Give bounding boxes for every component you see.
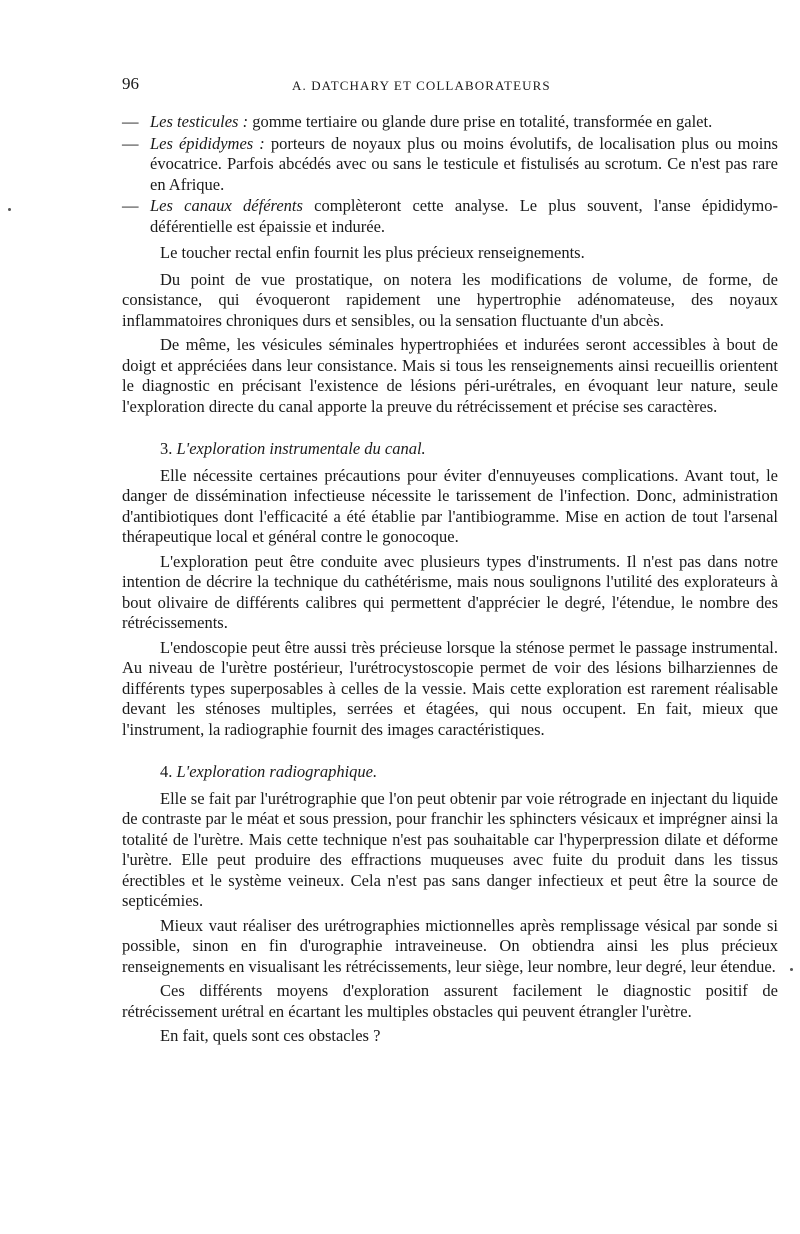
paragraph: Elle nécessite certaines précautions pour éviter d'ennuyeuses complications. Avant tout, le danger de dissémination infectieuse nécessite le tarissement de l'infection. Donc, administration d'antibiotiques dont l'efficacité a été établie par l'antibiogramme. Mise en action de tout l'arsenal thérapeutique local et général contre le gonocoque. — [122, 465, 778, 546]
section-number: 3. — [160, 439, 173, 458]
scan-speck — [8, 208, 11, 211]
paragraph: Du point de vue prostatique, on notera les modifications de volume, de forme, de consistance, qui évoqueront rapidement une hypertrophie adénomateuse, des noyaux inflammatoires chroniques durs et sensibles, ou la sensation fluctuante d'un abcès. — [122, 269, 778, 330]
paragraph: Mieux vaut réaliser des urétrographies mictionnelles après remplissage vésical par sonde si possible, sinon en fin d'urographie intraveineuse. On obtiendra ainsi les plus précieux renseignements en visualisant les rétrécissements, leur siège, leur nombre, leur degré, leur étendue. — [122, 915, 778, 976]
paragraph: En fait, quels sont ces obstacles ? — [160, 1026, 381, 1045]
list-text: complèteront cette analyse. Le plus souvent, l'anse épididymo-déférentielle est épaissie et indurée. — [150, 196, 778, 236]
list-text: porteurs de noyaux plus ou moins évolutifs, de localisation plus ou moins évocatrice. Parfois abcédés avec ou sans le testicule et fistulisés au scrotum. Ce n'est pas rare en Afrique. — [150, 133, 778, 194]
scan-speck — [790, 968, 793, 971]
list-item — [122, 196, 778, 237]
paragraph: L'endoscopie peut être aussi très précieuse lorsque la sténose permet le passage instrumental. Au niveau de l'urètre postérieur, l'urétrocystoscopie permet de voir des lésions bilharziennes de différents types superposables à celles de la vessie. Mais cette exploration est rarement réalisable devant les sténoses multiples, serrées et étagées, qui nous occupent. En fait, mieux que l'instrument, la radiographie fournit des images caractéristiques. — [122, 637, 778, 739]
list-term: Les canaux déférents — [150, 196, 303, 215]
list-dash: — — [122, 196, 139, 215]
list-item — [122, 134, 778, 196]
list-dash: — — [122, 133, 139, 153]
body-text — [122, 112, 778, 1051]
page-header — [122, 74, 778, 100]
paragraph: Ces différents moyens d'exploration assurent facilement le diagnostic positif de rétrécissement urétral en écartant les multiples obstacles qui peuvent étrangler l'urètre. — [122, 981, 778, 1021]
paragraph: Le toucher rectal enfin fournit les plus précieux renseignements. — [160, 243, 585, 262]
list-dash: — — [122, 112, 139, 131]
list-text: gomme tertiaire ou glande dure prise en totalité, transformée en galet. — [248, 112, 713, 131]
section-title: L'exploration radiographique. — [176, 762, 378, 781]
paragraph: Elle se fait par l'urétrographie que l'on peut obtenir par voie rétrograde en injectant du liquide de contraste par le méat et sous pression, pour franchir les sphincters vésicaux et imprégner ainsi la totalité de l'urètre. Mais cette technique n'est pas souhaitable car l'hyperpression dilate et déforme l'urètre. Elle peut produire des effractions muqueuses avec fuite du produit dans les tissus érectibles et le système veineux. Cela n'est pas sans danger infectieux et peut être la source de septicémies. — [122, 788, 778, 910]
list-term: Les testicules : — [150, 112, 249, 131]
section-title: L'exploration instrumentale du canal. — [176, 439, 426, 458]
page-number: 96 — [122, 74, 139, 93]
paragraph: L'exploration peut être conduite avec plusieurs types d'instruments. Il n'est pas dans notre intention de décrire la technique du cathétérisme, mais nous soulignons l'utilité des explorateurs à bout olivaire de différents calibres qui permettent d'apprécier le degré, l'étendue, le nombre des rétrécissements. — [122, 551, 778, 632]
paragraph: De même, les vésicules séminales hypertrophiées et indurées seront accessibles à bout de doigt et appréciées dans leur consistance. Mais si tous les renseignements ainsi recueillis orientent le diagnostic en précisant l'existence de lésions péri-urétrales, en évoquant leur nature, seule l'exploration directe du canal apporte la preuve du rétrécissement et précise ses caractères. — [122, 335, 778, 416]
running-head: A. DATCHARY ET COLLABORATEURS — [292, 78, 551, 93]
section-number: 4. — [160, 762, 173, 781]
list-term: Les épididymes : — [150, 133, 265, 153]
section-heading — [160, 762, 778, 783]
section-heading — [160, 439, 778, 460]
list-item — [122, 112, 778, 133]
